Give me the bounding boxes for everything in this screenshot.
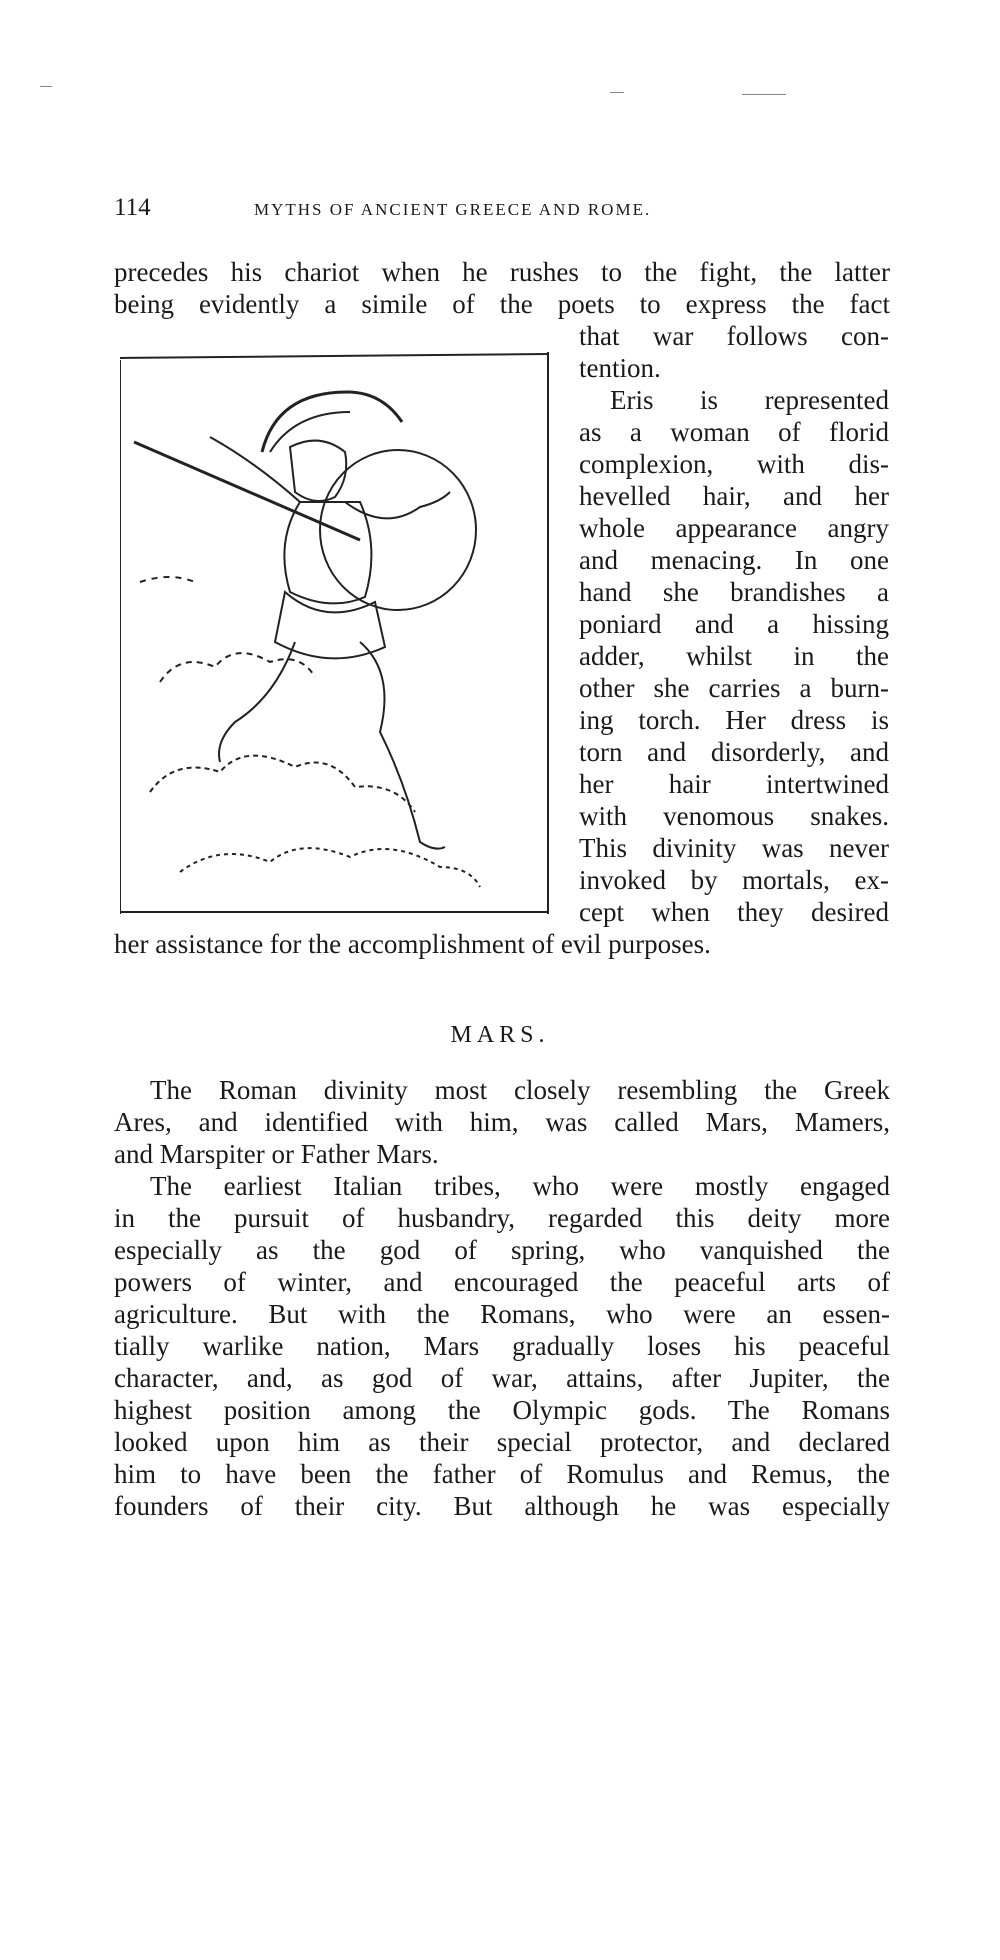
text-line: precedes his chariot when he rushes to the fight, the latter — [114, 257, 890, 287]
section-title: MARS. — [450, 1022, 550, 1048]
text-line: ing torch. Her dress is — [579, 705, 889, 735]
text-line: cept when they desired — [579, 897, 889, 927]
text-line: tention. — [579, 353, 661, 383]
text-line: This divinity was never — [579, 833, 889, 863]
text-line: Eris is represented — [610, 385, 889, 415]
text-line: The Roman divinity most closely resembling the Greek — [150, 1075, 890, 1105]
text-line: hand she brandishes a — [579, 577, 889, 607]
running-title: MYTHS OF ANCIENT GREECE AND ROME. — [254, 200, 652, 219]
text-line: in the pursuit of husbandry, regarded this deity more — [114, 1203, 890, 1233]
text-line: being evidently a simile of the poets to express the fact — [114, 289, 890, 319]
text-line: torn and disorderly, and — [579, 737, 889, 767]
text-line: that war follows con- — [579, 321, 889, 351]
text-line: looked upon him as their special protector, and declared — [114, 1427, 890, 1457]
text-line: her assistance for the accomplishment of evil purposes. — [114, 929, 711, 959]
text-line: tially warlike nation, Mars gradually loses his peaceful — [114, 1331, 890, 1361]
scan-speck — [610, 92, 624, 93]
text-line: The earliest Italian tribes, who were mostly engaged — [150, 1171, 890, 1201]
text-line: complexion, with dis- — [579, 449, 889, 479]
text-line: agriculture. But with the Romans, who were an essen- — [114, 1299, 890, 1329]
warrior-engraving-icon — [120, 352, 550, 914]
text-line: with venomous snakes. — [579, 801, 889, 831]
text-line: especially as the god of spring, who vanquished the — [114, 1235, 890, 1265]
text-line: her hair intertwined — [579, 769, 889, 799]
text-line: invoked by mortals, ex- — [579, 865, 889, 895]
text-line: adder, whilst in the — [579, 641, 889, 671]
text-line: him to have been the father of Romulus and Remus, the — [114, 1459, 890, 1489]
page-number: 114 — [114, 194, 151, 221]
text-line: founders of their city. But although he was especially — [114, 1491, 890, 1521]
text-line: as a woman of florid — [579, 417, 889, 447]
text-line: other she carries a burn- — [579, 673, 889, 703]
text-line: hevelled hair, and her — [579, 481, 889, 511]
scan-speck — [742, 94, 786, 95]
text-line: highest position among the Olympic gods. The Romans — [114, 1395, 890, 1425]
text-line: whole appearance angry — [579, 513, 889, 543]
text-line: Ares, and identified with him, was called Mars, Mamers, — [114, 1107, 890, 1137]
text-line: and menacing. In one — [579, 545, 889, 575]
page-header — [114, 194, 876, 228]
text-line: poniard and a hissing — [579, 609, 889, 639]
text-line: character, and, as god of war, attains, after Jupiter, the — [114, 1363, 890, 1393]
text-line: powers of winter, and encouraged the peaceful arts of — [114, 1267, 890, 1297]
text-line: and Marspiter or Father Mars. — [114, 1139, 439, 1169]
scan-speck — [40, 86, 52, 87]
warrior-illustration — [120, 352, 550, 914]
